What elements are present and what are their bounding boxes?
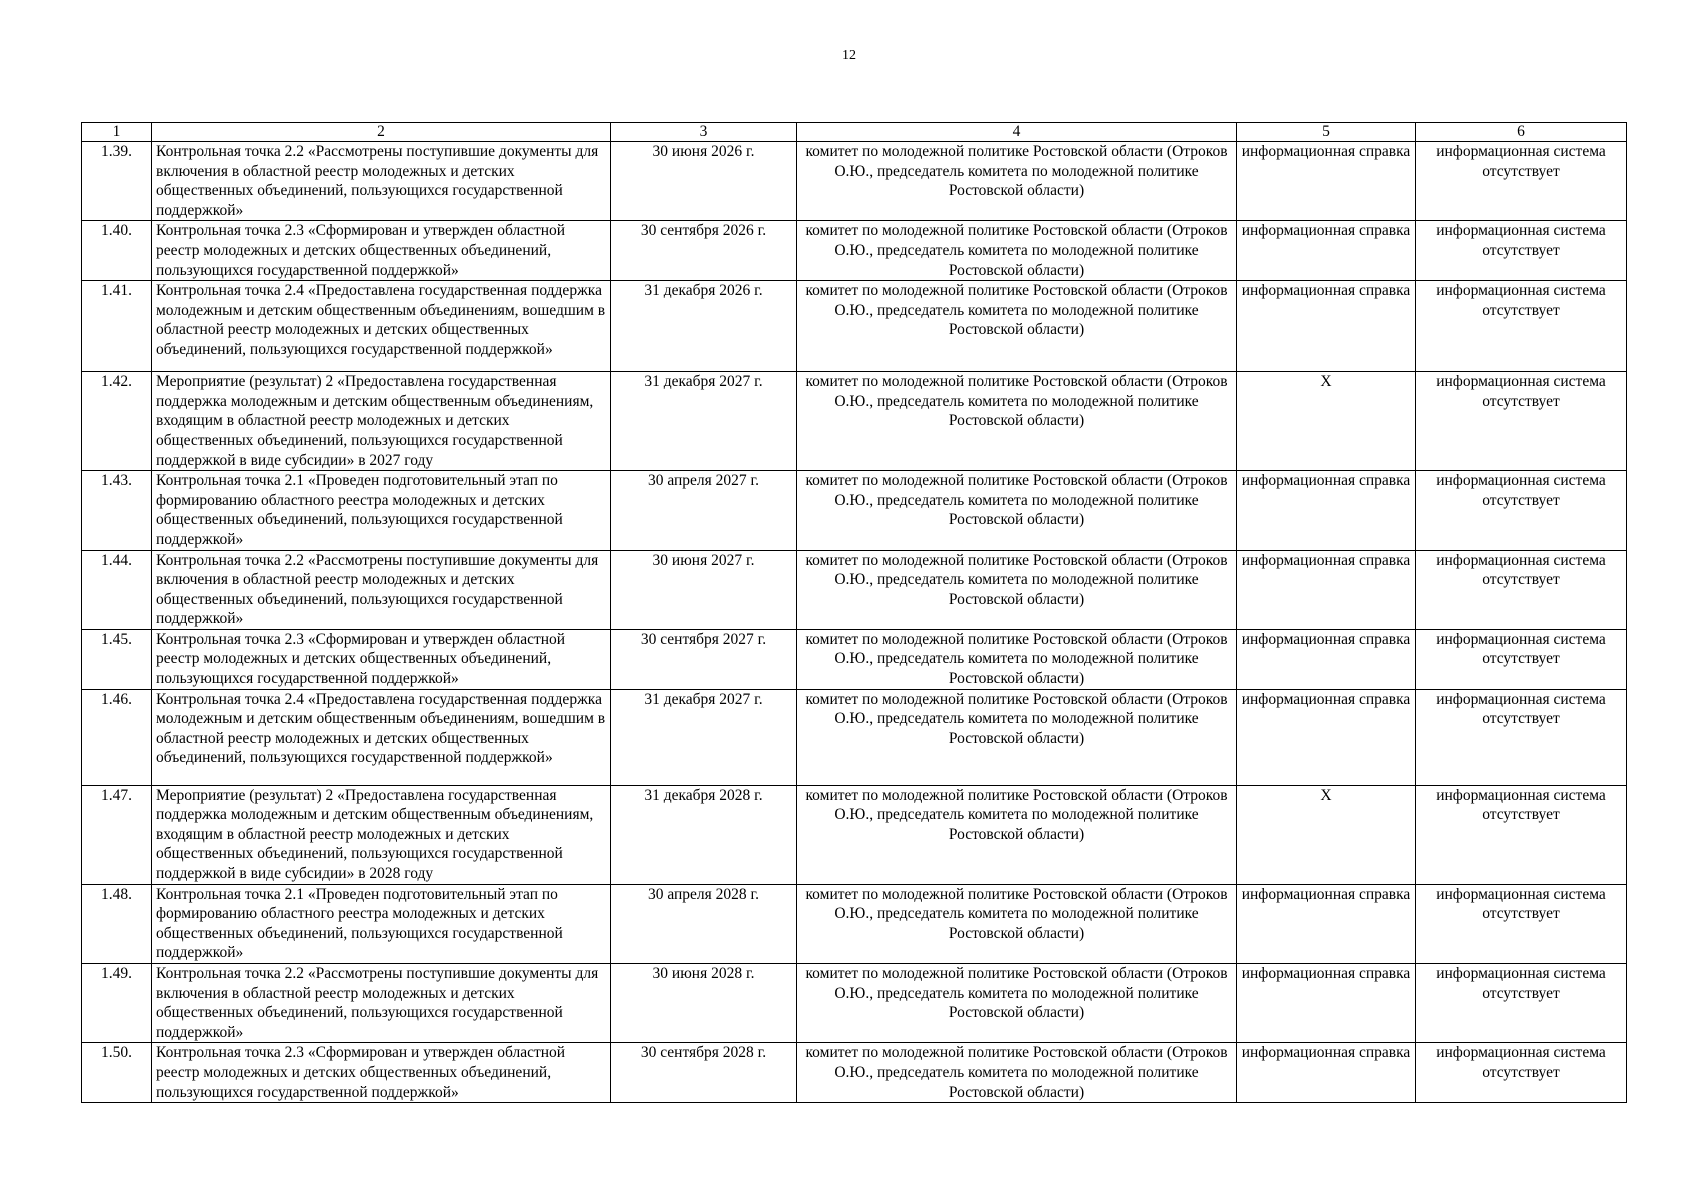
deadline-date-cell: 31 декабря 2027 г.	[611, 689, 797, 785]
event-name-cell: Мероприятие (результат) 2 «Предоставлена государственная поддержка молодежным и детским общественным объединениям, входящим в областной реестр молодежных и детских общественных объединений, пользующихся государственной поддержкой в виде субсидии» в 2027 году	[152, 372, 611, 471]
column-header-2: 2	[152, 123, 611, 142]
information-system-cell: информационная система отсутствует	[1416, 964, 1627, 1043]
column-header-6: 6	[1416, 123, 1627, 142]
responsible-executor-cell: комитет по молодежной политике Ростовской области (Отроков О.Ю., председатель комитета по молодежной политике Ростовской области)	[797, 281, 1237, 372]
deadline-date-cell: 30 апреля 2028 г.	[611, 884, 797, 963]
confirming-document-cell: X	[1237, 372, 1416, 471]
table-row	[82, 372, 1627, 471]
table-row	[82, 471, 1627, 550]
table-row	[82, 785, 1627, 884]
information-system-cell: информационная система отсутствует	[1416, 281, 1627, 372]
information-system-cell: информационная система отсутствует	[1416, 785, 1627, 884]
responsible-executor-cell: комитет по молодежной политике Ростовской области (Отроков О.Ю., председатель комитета по молодежной политике Ростовской области)	[797, 1043, 1237, 1103]
table-row	[82, 689, 1627, 785]
row-number-cell: 1.43.	[82, 471, 152, 550]
header-row	[82, 123, 1627, 142]
deadline-date-cell: 30 сентября 2026 г.	[611, 221, 797, 281]
event-name-cell: Контрольная точка 2.1 «Проведен подготовительный этап по формированию областного реестра молодежных и детских общественных объединений, пользующихся государственной поддержкой»	[152, 471, 611, 550]
table-row	[82, 1043, 1627, 1103]
row-number-cell: 1.50.	[82, 1043, 152, 1103]
responsible-executor-cell: комитет по молодежной политике Ростовской области (Отроков О.Ю., председатель комитета по молодежной политике Ростовской области)	[797, 221, 1237, 281]
table-row	[82, 221, 1627, 281]
event-name-cell: Контрольная точка 2.1 «Проведен подготовительный этап по формированию областного реестра молодежных и детских общественных объединений, пользующихся государственной поддержкой»	[152, 884, 611, 963]
row-number-cell: 1.44.	[82, 550, 152, 629]
confirming-document-cell: информационная справка	[1237, 1043, 1416, 1103]
page-number: 12	[842, 48, 856, 63]
plan-table	[81, 122, 1627, 1103]
confirming-document-cell: информационная справка	[1237, 964, 1416, 1043]
row-number-cell: 1.49.	[82, 964, 152, 1043]
table-body	[82, 142, 1627, 1103]
deadline-date-cell: 30 сентября 2027 г.	[611, 629, 797, 689]
table-row	[82, 281, 1627, 372]
row-number-cell: 1.48.	[82, 884, 152, 963]
deadline-date-cell: 31 декабря 2026 г.	[611, 281, 797, 372]
responsible-executor-cell: комитет по молодежной политике Ростовской области (Отроков О.Ю., председатель комитета по молодежной политике Ростовской области)	[797, 964, 1237, 1043]
confirming-document-cell: информационная справка	[1237, 884, 1416, 963]
table-row	[82, 142, 1627, 221]
event-name-cell: Контрольная точка 2.2 «Рассмотрены поступившие документы для включения в областной реестр молодежных и детских общественных объединений, пользующихся государственной поддержкой»	[152, 142, 611, 221]
column-header-1: 1	[82, 123, 152, 142]
event-name-cell: Контрольная точка 2.4 «Предоставлена государственная поддержка молодежным и детским общественным объединениям, вошедшим в областной реестр молодежных и детских общественных объединений, пользующихся государственной поддержкой»	[152, 281, 611, 372]
table-header	[82, 123, 1627, 142]
information-system-cell: информационная система отсутствует	[1416, 689, 1627, 785]
information-system-cell: информационная система отсутствует	[1416, 550, 1627, 629]
column-header-5: 5	[1237, 123, 1416, 142]
responsible-executor-cell: комитет по молодежной политике Ростовской области (Отроков О.Ю., председатель комитета по молодежной политике Ростовской области)	[797, 785, 1237, 884]
column-header-4: 4	[797, 123, 1237, 142]
responsible-executor-cell: комитет по молодежной политике Ростовской области (Отроков О.Ю., председатель комитета по молодежной политике Ростовской области)	[797, 884, 1237, 963]
event-name-cell: Контрольная точка 2.4 «Предоставлена государственная поддержка молодежным и детским общественным объединениям, вошедшим в областной реестр молодежных и детских общественных объединений, пользующихся государственной поддержкой»	[152, 689, 611, 785]
responsible-executor-cell: комитет по молодежной политике Ростовской области (Отроков О.Ю., председатель комитета по молодежной политике Ростовской области)	[797, 372, 1237, 471]
deadline-date-cell: 30 сентября 2028 г.	[611, 1043, 797, 1103]
deadline-date-cell: 30 апреля 2027 г.	[611, 471, 797, 550]
deadline-date-cell: 30 июня 2026 г.	[611, 142, 797, 221]
row-number-cell: 1.42.	[82, 372, 152, 471]
row-number-cell: 1.47.	[82, 785, 152, 884]
event-name-cell: Мероприятие (результат) 2 «Предоставлена государственная поддержка молодежным и детским общественным объединениям, входящим в областной реестр молодежных и детских общественных объединений, пользующихся государственной поддержкой в виде субсидии» в 2028 году	[152, 785, 611, 884]
confirming-document-cell: информационная справка	[1237, 629, 1416, 689]
event-name-cell: Контрольная точка 2.3 «Сформирован и утвержден областной реестр молодежных и детских общественных объединений, пользующихся государственной поддержкой»	[152, 629, 611, 689]
table-row	[82, 964, 1627, 1043]
confirming-document-cell: информационная справка	[1237, 471, 1416, 550]
deadline-date-cell: 30 июня 2028 г.	[611, 964, 797, 1043]
responsible-executor-cell: комитет по молодежной политике Ростовской области (Отроков О.Ю., председатель комитета по молодежной политике Ростовской области)	[797, 550, 1237, 629]
responsible-executor-cell: комитет по молодежной политике Ростовской области (Отроков О.Ю., председатель комитета по молодежной политике Ростовской области)	[797, 689, 1237, 785]
responsible-executor-cell: комитет по молодежной политике Ростовской области (Отроков О.Ю., председатель комитета по молодежной политике Ростовской области)	[797, 629, 1237, 689]
confirming-document-cell: информационная справка	[1237, 550, 1416, 629]
table-row	[82, 629, 1627, 689]
event-name-cell: Контрольная точка 2.3 «Сформирован и утвержден областной реестр молодежных и детских общественных объединений, пользующихся государственной поддержкой»	[152, 1043, 611, 1103]
responsible-executor-cell: комитет по молодежной политике Ростовской области (Отроков О.Ю., председатель комитета по молодежной политике Ростовской области)	[797, 142, 1237, 221]
information-system-cell: информационная система отсутствует	[1416, 1043, 1627, 1103]
event-name-cell: Контрольная точка 2.2 «Рассмотрены поступившие документы для включения в областной реестр молодежных и детских общественных объединений, пользующихся государственной поддержкой»	[152, 550, 611, 629]
information-system-cell: информационная система отсутствует	[1416, 221, 1627, 281]
confirming-document-cell: информационная справка	[1237, 221, 1416, 281]
event-name-cell: Контрольная точка 2.2 «Рассмотрены поступившие документы для включения в областной реестр молодежных и детских общественных объединений, пользующихся государственной поддержкой»	[152, 964, 611, 1043]
confirming-document-cell: информационная справка	[1237, 281, 1416, 372]
deadline-date-cell: 31 декабря 2028 г.	[611, 785, 797, 884]
table-row	[82, 550, 1627, 629]
table-row	[82, 884, 1627, 963]
row-number-cell: 1.39.	[82, 142, 152, 221]
responsible-executor-cell: комитет по молодежной политике Ростовской области (Отроков О.Ю., председатель комитета по молодежной политике Ростовской области)	[797, 471, 1237, 550]
row-number-cell: 1.41.	[82, 281, 152, 372]
row-number-cell: 1.45.	[82, 629, 152, 689]
event-name-cell: Контрольная точка 2.3 «Сформирован и утвержден областной реестр молодежных и детских общественных объединений, пользующихся государственной поддержкой»	[152, 221, 611, 281]
column-header-3: 3	[611, 123, 797, 142]
deadline-date-cell: 30 июня 2027 г.	[611, 550, 797, 629]
confirming-document-cell: информационная справка	[1237, 689, 1416, 785]
information-system-cell: информационная система отсутствует	[1416, 372, 1627, 471]
deadline-date-cell: 31 декабря 2027 г.	[611, 372, 797, 471]
information-system-cell: информационная система отсутствует	[1416, 471, 1627, 550]
information-system-cell: информационная система отсутствует	[1416, 142, 1627, 221]
information-system-cell: информационная система отсутствует	[1416, 884, 1627, 963]
information-system-cell: информационная система отсутствует	[1416, 629, 1627, 689]
confirming-document-cell: информационная справка	[1237, 142, 1416, 221]
confirming-document-cell: X	[1237, 785, 1416, 884]
row-number-cell: 1.46.	[82, 689, 152, 785]
row-number-cell: 1.40.	[82, 221, 152, 281]
